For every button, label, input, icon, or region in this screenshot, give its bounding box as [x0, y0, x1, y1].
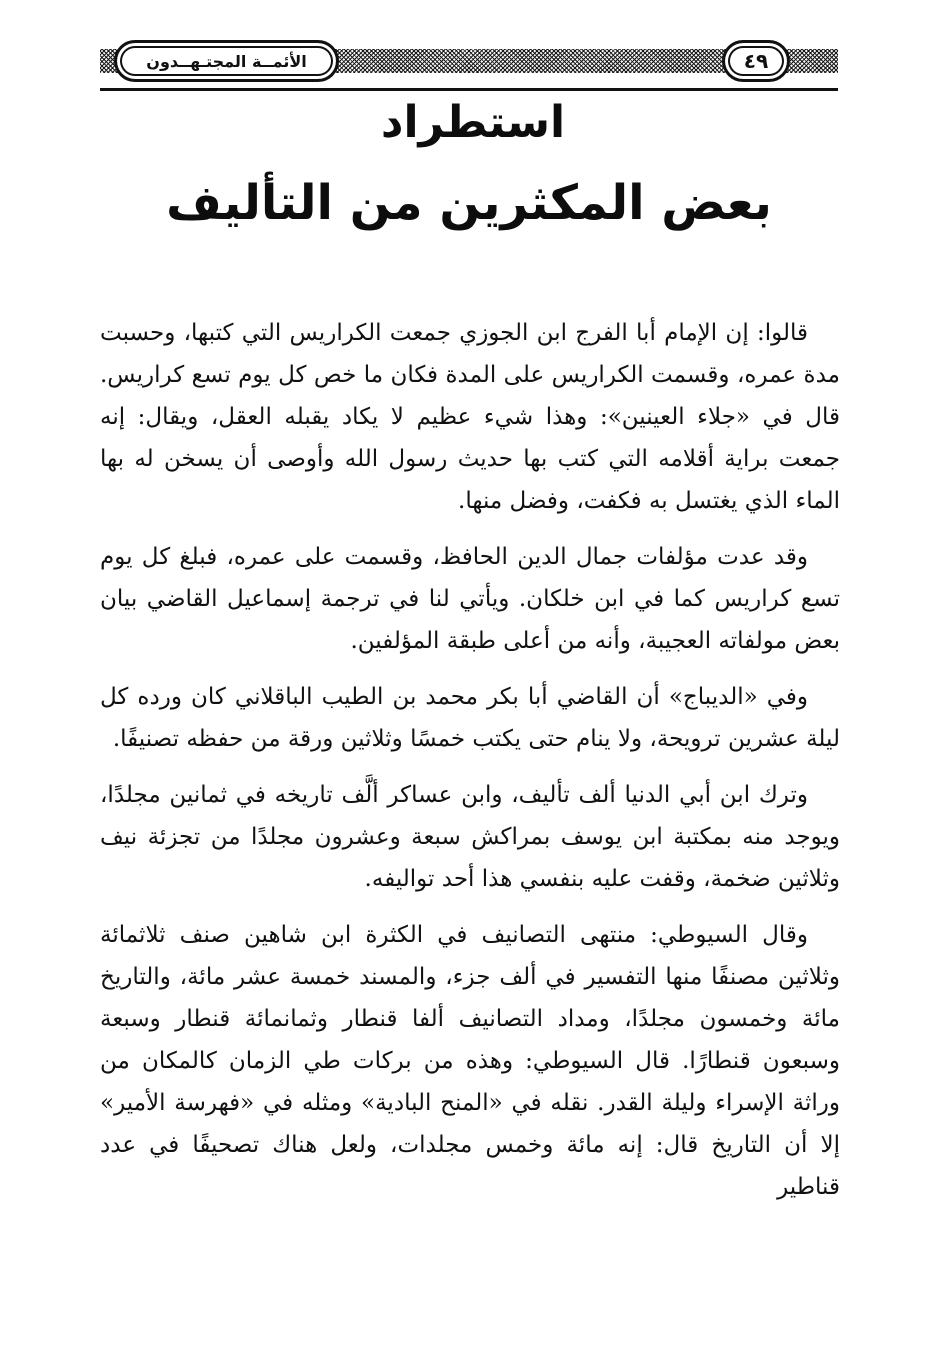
paragraph-3: وفي «الديباج» أن القاضي أبا بكر محمد بن الطيب الباقلاني كان ورده كل ليلة عشرين ترويحة، ولا ينام حتى يكتب خمسًا وثلاثين ورقة من حفظه تصنيفًا.	[100, 684, 840, 752]
paragraph-1: قالوا: إن الإمام أبا الفرج ابن الجوزي جمعت الكراريس التي كتبها، وحسبت مدة عمره، وقسمت الكراريس على المدة فكان ما خص كل يوم تسع كراريس. قال في «جلاء العينين»: وهذا شيء عظيم لا يكاد يقبله العقل، ويقال: إنه جمعت براية أقلامه التي كتب بها حديث رسول الله وأوصى أن يسخن له بها الماء الذي يغتسل به فكفت، وفضل منها.	[100, 320, 840, 514]
body-text	[100, 312, 840, 1222]
paragraph-4: وترك ابن أبي الدنيا ألف تأليف، وابن عساكر ألَّف تاريخه في ثمانين مجلدًا، ويوجد منه بمكتبة ابن يوسف بمراكش سبعة وعشرون مجلدًا من تجزئة نيف وثلاثين ضخمة، وقفت عليه بنفسي هذا أحد تواليفه.	[100, 782, 840, 892]
page-header	[100, 38, 838, 92]
header-rule	[100, 88, 838, 91]
paragraph-5: وقال السيوطي: منتهى التصانيف في الكثرة ابن شاهين صنف ثلاثمائة وثلاثين مصنفًا منها التفسير في ألف جزء، والمسند خمسة عشر مائة، والتاريخ مائة وخمسون مجلدًا، ومداد التصانيف ألفا قنطار وثمانمائة قنطار وسبعة وسبعون قنطارًا. قال السيوطي: وهذه من بركات طي الزمان كالمكان من وراثة الإسراء وليلة القدر. نقله في «المنح البادية» ومثله في «فهرسة الأمير» إلا أن التاريخ قال: إنه مائة وخمس مجلدات، ولعل هناك تصحيفًا في عدد قناطير	[100, 922, 840, 1200]
sub-heading: بعض المكثرين من التأليف	[166, 175, 772, 231]
page-number: ٤٩	[722, 40, 790, 82]
running-title: الأئمــة المجتـهــدون	[114, 40, 339, 82]
paragraph-2: وقد عدت مؤلفات جمال الدين الحافظ، وقسمت على عمره، فبلغ كل يوم تسع كراريس كما في ابن خلكان. ويأتي لنا في ترجمة إسماعيل القاضي بيان بعض مولفاته العجيبة، وأنه من أعلى طبقة المؤلفين.	[100, 544, 840, 654]
main-heading: استطراد	[380, 97, 566, 148]
